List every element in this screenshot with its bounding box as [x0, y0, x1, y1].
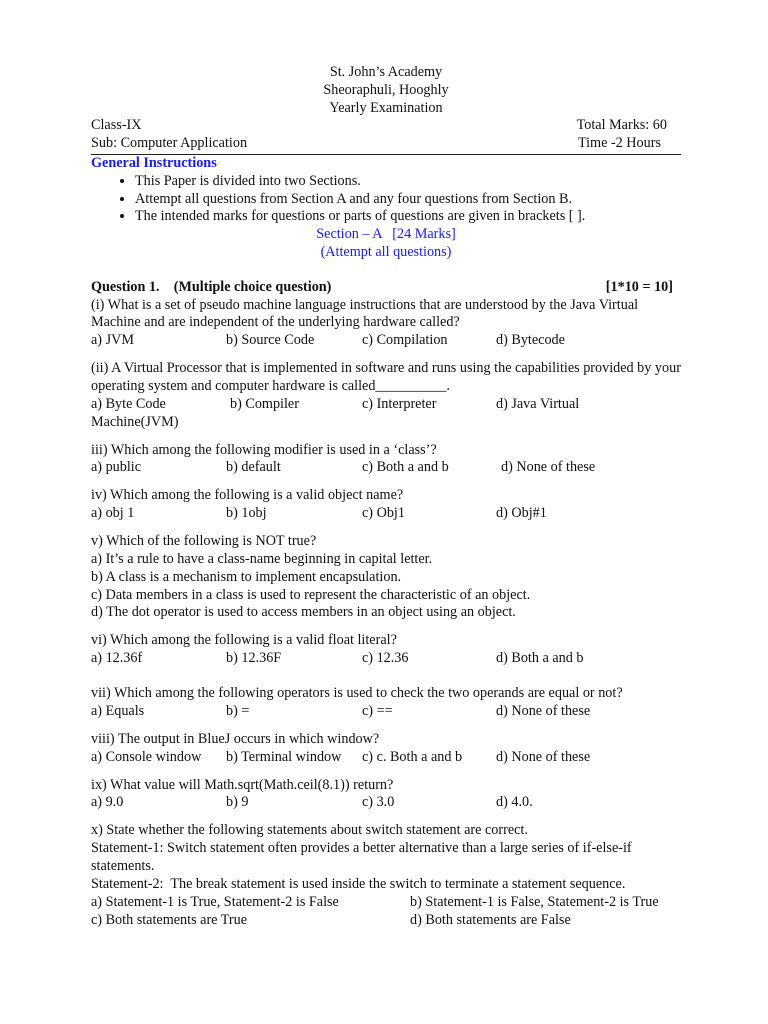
exam-content [91, 64, 681, 930]
option-c: c) c. Both a and b [362, 748, 463, 765]
option-c: c) Both statements are True [91, 911, 248, 928]
class-label: Class-IX [91, 117, 142, 134]
class-marks-row [91, 117, 681, 135]
options-row [91, 703, 681, 721]
option-c: c) Interpreter [362, 395, 437, 412]
question-text: iv) Which among the following is a valid object name? [91, 487, 404, 504]
question-part-ii [91, 360, 681, 431]
option-d-continued: Machine(JVM) [91, 413, 179, 430]
option-b: b) 1obj [226, 505, 267, 522]
option-b: b) Statement-1 is False, Statement-2 is True [410, 893, 659, 910]
question-text: v) Which of the following is NOT true? [91, 533, 317, 550]
question-part-vii [91, 685, 681, 721]
option-a: a) Console window [91, 748, 202, 765]
option-d: d) Obj#1 [496, 505, 547, 522]
question-1-title: Question 1. (Multiple choice question) [91, 278, 332, 295]
option-c: c) Compilation [362, 332, 448, 349]
option-b: b) Compiler [230, 395, 299, 412]
option-c: c) == [362, 702, 393, 719]
question-part-viii [91, 731, 681, 767]
question-text: iii) Which among the following modifier is used in a ‘class’? [91, 441, 437, 458]
question-text: viii) The output in BlueJ occurs in which window? [91, 730, 380, 747]
time-label: Time -2 Hours [577, 135, 661, 152]
question-text: (ii) A Virtual Processor that is implemented in software and runs using the capabilities provided by your operating system and computer hardware is called__________. [91, 360, 681, 394]
instruction-item: • Attempt all questions from Section A and any four questions from Section B. [135, 191, 681, 209]
option-b: b) = [226, 702, 250, 719]
option-a: a) Byte Code [91, 395, 166, 412]
options-row [91, 794, 681, 812]
instructions-title: General Instructions [91, 154, 217, 171]
options-row [91, 912, 681, 930]
option-a: a) 9.0 [91, 794, 124, 811]
option-d: d) None of these [501, 459, 596, 476]
statement-2: Statement-2: The break statement is used inside the switch to terminate a statement sequence. [91, 875, 626, 892]
options-row [91, 459, 681, 477]
option-b: b) 12.36F [226, 649, 282, 666]
question-part-vi [91, 632, 681, 668]
question-text: vii) Which among the following operators is used to check the two operands are equal or not? [91, 684, 623, 701]
options-row [91, 650, 681, 668]
question-part-x [91, 822, 681, 929]
question-text: x) State whether the following statements about switch statement are correct. [91, 822, 528, 839]
exam-title: Yearly Examination [329, 99, 443, 116]
option-a: a) public [91, 459, 142, 476]
options-row [91, 894, 681, 912]
options-row [91, 505, 681, 523]
option-d: d) Java Virtual [496, 395, 580, 412]
option-d: d) 4.0. [496, 794, 533, 811]
option-a: a) 12.36f [91, 649, 143, 666]
option-b: b) Terminal window [226, 748, 342, 765]
option-c: c) Obj1 [362, 505, 405, 522]
question-part-iv [91, 487, 681, 523]
question-text: (i) What is a set of pseudo machine language instructions that are understood by the Java Virtual Machine and are independent of the underlying hardware called? [91, 296, 639, 331]
section-subtitle: (Attempt all questions) [320, 243, 452, 260]
option-b: b) Source Code [226, 332, 315, 349]
school-name: St. John’s Academy [329, 64, 443, 80]
option-d: d) Bytecode [496, 332, 565, 349]
question-part-i [91, 297, 681, 351]
option-c: c) 12.36 [362, 649, 409, 666]
option-a: a) It’s a rule to have a class-name beginning in capital letter. [91, 550, 433, 567]
school-location: Sheoraphuli, Hooghly [323, 81, 449, 98]
question-1-header [91, 279, 681, 297]
question-text: ix) What value will Math.sqrt(Math.ceil(8.1)) return? [91, 776, 394, 793]
option-b: b) 9 [226, 794, 249, 811]
instructions-list [91, 173, 681, 226]
instruction-item: • The intended marks for questions or parts of questions are given in brackets [ ]. [135, 208, 681, 226]
option-d: d) None of these [496, 702, 591, 719]
instruction-item: • This Paper is divided into two Sections. [135, 173, 681, 191]
option-a: a) Statement-1 is True, Statement-2 is False [91, 893, 339, 910]
option-c: c) 3.0 [362, 794, 395, 811]
subject-label: Sub: Computer Application [91, 135, 248, 152]
option-d: d) None of these [496, 748, 591, 765]
total-marks: Total Marks: 60 [576, 117, 667, 134]
option-d: d) The dot operator is used to access members in an object using an object. [91, 604, 516, 621]
option-c: c) Data members in a class is used to represent the characteristic of an object. [91, 586, 531, 603]
option-d: d) Both a and b [496, 649, 584, 666]
option-d: d) Both statements are False [410, 911, 571, 928]
subject-time-row [91, 135, 681, 153]
question-part-v [91, 533, 681, 622]
option-c: c) Both a and b [362, 459, 449, 476]
question-1-marks: [1*10 = 10] [605, 278, 673, 295]
question-text: vi) Which among the following is a valid float literal? [91, 632, 397, 649]
option-a: a) obj 1 [91, 505, 135, 522]
statement-1: Statement-1: Switch statement often provides a better alternative than a large series of if-else-if statements. [91, 840, 632, 874]
option-b: b) A class is a mechanism to implement encapsulation. [91, 568, 402, 585]
option-a: a) Equals [91, 702, 145, 719]
options-row [91, 332, 681, 350]
question-part-iii [91, 442, 681, 478]
question-part-ix [91, 777, 681, 813]
option-a: a) JVM [91, 332, 134, 349]
options-row [91, 396, 681, 414]
section-title: Section – A [24 Marks] [316, 226, 456, 243]
option-b: b) default [226, 459, 281, 476]
options-row [91, 749, 681, 767]
